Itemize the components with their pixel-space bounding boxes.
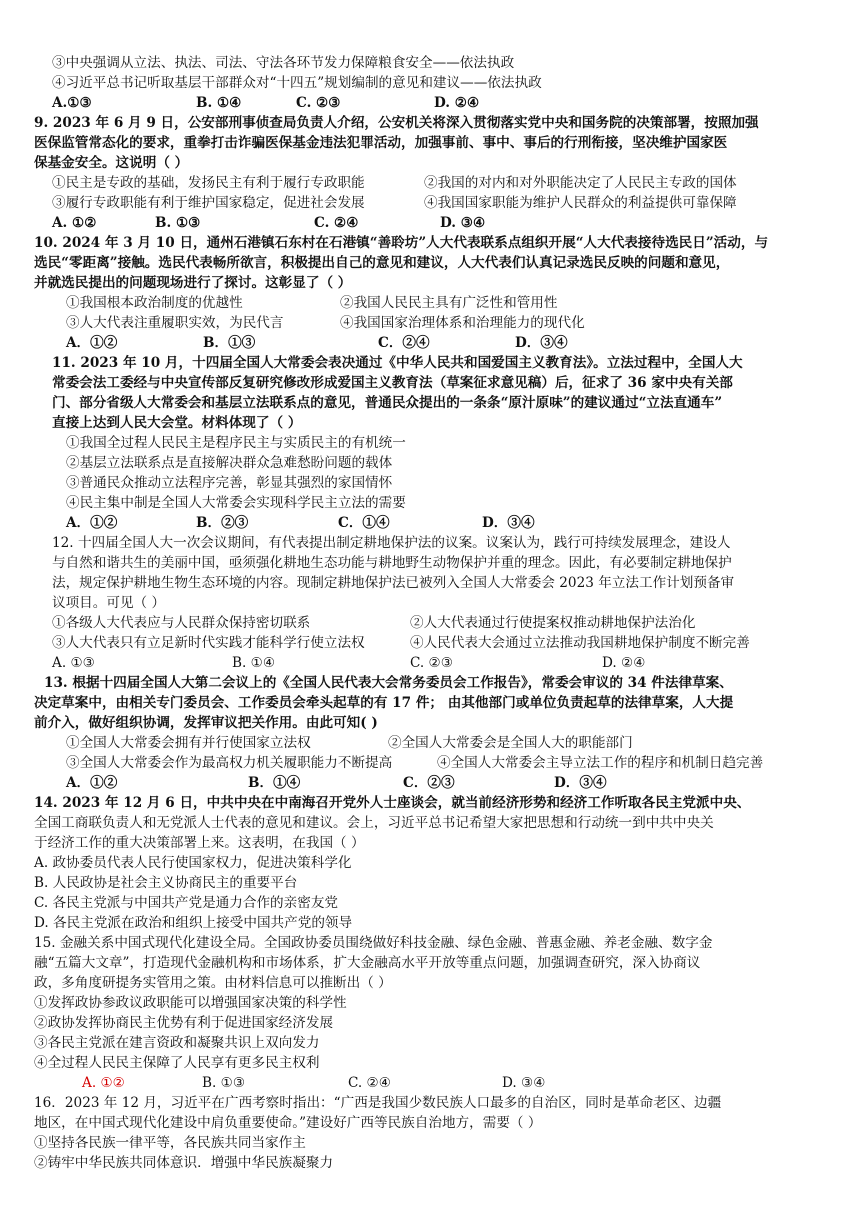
q12-item-2: ②人大代表通过行使提案权推动耕地保护法治化 <box>410 615 696 631</box>
q15-item-4: ④全过程人民民主保障了人民享有更多民主权利 <box>34 1055 320 1071</box>
q9-option-a: A. ①② <box>52 215 97 231</box>
q11-stem-line-3: 门、部分省级人大常委会和基层立法联系点的意见，普通民众提出的一条条“原汁原味”的建议通过“立法直通车” <box>52 395 723 411</box>
q11-option-d: D．③④ <box>482 515 535 531</box>
q13-item-3: ③全国人大常委会作为最高权力机关履职能力不断提高 <box>66 755 393 771</box>
q12-stem-line-2: 与自然和谐共生的美丽中国，亟须强化耕地生态功能与耕地野生动物保护并重的理念。因此，有必要制定耕地保护 <box>52 555 732 571</box>
q13-option-c: C．②③ <box>403 775 455 791</box>
q9-option-d: D. ③④ <box>440 215 486 231</box>
q11-stem-line-2: 常委会法工委经与中央宣传部反复研究修改形成爱国主义教育法（草案征求意见稿）后，征求了 36 家中央有关部 <box>52 375 733 391</box>
q11-item-1: ①我国全过程人民民主是程序民主与实质民主的有机统一 <box>66 435 406 451</box>
q14-option-c: C. 各民主党派与中国共产党是通力合作的亲密友党 <box>34 895 339 911</box>
q13-stem-line-3: 前介入，做好组织协调，发挥审议把关作用。由此可知( ) <box>34 715 378 731</box>
q11-stem-line-4: 直接上达到人民大会堂。材料体现了（ ） <box>52 415 302 431</box>
q14-option-d: D. 各民主党派在政治和组织上接受中国共产党的领导 <box>34 915 353 931</box>
q11-stem-line-1: 11. 2023 年 10 月，十四届全国人大常委会表决通过《中华人民共和国爱国主义教育法》。立法过程中，全国人大 <box>52 355 743 371</box>
q12-item-4: ④人民代表大会通过立法推动我国耕地保护制度不断完善 <box>410 635 750 651</box>
q10-stem-line-2: 选民“零距离”接触。选民代表畅所欲言，积极提出自己的意见和建议，人大代表们认真记录选民反映的问题和意见， <box>34 255 730 271</box>
q8-item-4: ④习近平总书记听取基层干部群众对“十四五”规划编制的意见和建议——依法执政 <box>52 75 542 91</box>
q8-option-b: B. ①④ <box>196 95 242 111</box>
q9-option-c: C. ②④ <box>314 215 359 231</box>
q12-stem-line-3: 法，规定保护耕地生物生态环境的内容。现制定耕地保护法已被列入全国人大常委会 2023 年立法工作计划预备审 <box>52 575 735 591</box>
q15-item-3: ③各民主党派在建言资政和凝聚共识上双向发力 <box>34 1035 320 1051</box>
q10-item-2: ②我国人民民主具有广泛性和管用性 <box>340 295 558 311</box>
q15-option-a: A. ①② <box>82 1075 125 1091</box>
q10-item-4: ④我国国家治理体系和治理能力的现代化 <box>340 315 585 331</box>
q15-option-d: D. ③④ <box>502 1075 546 1091</box>
q15-option-b: B. ①③ <box>202 1075 246 1091</box>
q11-item-4: ④民主集中制是全国人大常委会实现科学民主立法的需要 <box>66 495 406 511</box>
q13-item-1: ①全国人大常委会拥有并行使国家立法权 <box>66 735 311 751</box>
q13-option-b: B．①④ <box>248 775 301 791</box>
q15-stem-line-2: 融“五篇大文章”，打造现代金融机构和市场体系，扩大金融高水平开放等重点问题，加强调查研究，深入协商议 <box>34 955 701 971</box>
q11-option-c: C．①④ <box>338 515 390 531</box>
q15-stem-line-1: 15. 金融关系中国式现代化建设全局。全国政协委员围绕做好科技金融、绿色金融、普惠金融、养老金融、数字金 <box>34 935 713 951</box>
q11-option-a: A．①② <box>66 515 118 531</box>
q13-stem-line-1: 13. 根据十四届全国人大第二会议上的《全国人民代表大会常务委员会工作报告》，常委会审议的 34 件法律草案、 <box>44 675 733 691</box>
q9-item-2: ②我国的对内和对外职能决定了人民民主专政的国体 <box>424 175 737 191</box>
q8-option-d: D. ②④ <box>434 95 480 111</box>
q14-option-b: B. 人民政协是社会主义协商民主的重要平台 <box>34 875 298 891</box>
q10-item-1: ①我国根本政治制度的优越性 <box>66 295 243 311</box>
q11-option-b: B．②③ <box>196 515 249 531</box>
q16-item-2: ②铸牢中华民族共同体意识．增强中华民族凝聚力 <box>34 1155 334 1171</box>
q9-item-3: ③履行专政职能有利于维护国家稳定，促进社会发展 <box>52 195 365 211</box>
q10-option-c: C．②④ <box>378 335 430 351</box>
q10-option-d: D．③④ <box>515 335 568 351</box>
q16-stem-line-2: 地区，在中国式现代化建设中肩负重要使命。”建设好广西等民族自治地方，需要（ ） <box>34 1115 542 1131</box>
q12-item-1: ①各级人大代表应与人民群众保持密切联系 <box>52 615 311 631</box>
q12-item-3: ③人大代表只有立足新时代实践才能科学行使立法权 <box>52 635 365 651</box>
q9-stem-line-2: 医保监管常态化的要求，重拳打击诈骗医保基金违法犯罪活动，加强事前、事中、事后的行刑衔接，坚决维护国家医 <box>34 135 728 151</box>
q13-option-a: A．①② <box>66 775 118 791</box>
q12-stem-line-4: 议项目。可见（ ） <box>52 595 166 611</box>
q13-item-2: ②全国人大常委会是全国人大的职能部门 <box>388 735 633 751</box>
q13-item-4: ④全国人大常委会主导立法工作的程序和机制日趋完善 <box>437 755 764 771</box>
q13-option-d: D．③④ <box>554 775 607 791</box>
q14-stem-line-3: 于经济工作的重大决策部署上来。这表明，在我国（ ） <box>34 835 365 851</box>
q9-stem-line-3: 保基金安全。这说明（ ） <box>34 155 189 171</box>
q12-option-c: C. ②③ <box>410 655 453 671</box>
q14-stem-line-2: 全国工商联负责人和无党派人士代表的意见和建议。会上，习近平总书记希望大家把思想和行动统一到中共中央关 <box>34 815 714 831</box>
q9-item-1: ①民主是专政的基础，发扬民主有利于履行专政职能 <box>52 175 365 191</box>
q9-item-4: ④我国国家职能为维护人民群众的利益提供可靠保障 <box>424 195 737 211</box>
q12-stem-line-1: 12. 十四届全国人大一次会议期间，有代表提出制定耕地保护法的议案。议案认为，践行可持续发展理念，建设人 <box>52 535 731 551</box>
q11-item-2: ②基层立法联系点是直接解决群众急难愁盼问题的载体 <box>66 455 393 471</box>
q8-item-3: ③中央强调从立法、执法、司法、守法各环节发力保障粮食安全——依法执政 <box>52 55 515 71</box>
q15-stem-line-3: 政，多角度研提务实管用之策。由材料信息可以推断出（ ） <box>34 975 392 991</box>
q9-option-b: B. ①③ <box>155 215 201 231</box>
q8-option-c: C. ②③ <box>296 95 341 111</box>
q10-item-3: ③人大代表注重履职实效，为民代言 <box>66 315 284 331</box>
q14-option-a: A. 政协委员代表人民行使国家权力，促进决策科学化 <box>34 855 352 871</box>
q9-stem-line-1: 9. 2023 年 6 月 9 日，公安部刑事侦查局负责人介绍，公安机关将深入贯彻落实党中央和国务院的决策部署，按照加强 <box>34 115 759 131</box>
q15-option-c: C. ②④ <box>348 1075 391 1091</box>
q12-option-d: D. ②④ <box>602 655 646 671</box>
q12-option-a: A. ①③ <box>52 655 95 671</box>
q16-item-1: ①坚持各民族一律平等，各民族共同当家作主 <box>34 1135 306 1151</box>
q14-stem-line-1: 14. 2023 年 12 月 6 日，中共中央在中南海召开党外人士座谈会，就当前经济形势和经济工作听取各民主党派中央、 <box>34 795 751 811</box>
q10-stem-line-1: 10. 2024 年 3 月 10 日，通州石港镇石东村在石港镇“善聆坊”人大代表联系点组织开展“人大代表接待选民日”活动，与 <box>34 235 769 251</box>
q15-item-1: ①发挥政协参政议政职能可以增强国家决策的科学性 <box>34 995 347 1011</box>
q10-stem-line-3: 并就选民提出的问题现场进行了探讨。这彰显了（ ） <box>34 275 352 291</box>
q10-option-a: A．①② <box>66 335 118 351</box>
q16-stem-line-1: 16．2023 年 12 月，习近平在广西考察时指出：“广西是我国少数民族人口最多的自治区，同时是革命老区、边疆 <box>34 1095 722 1111</box>
q10-option-b: B．①③ <box>203 335 256 351</box>
q11-item-3: ③普通民众推动立法程序完善，彰显其强烈的家国情怀 <box>66 475 393 491</box>
q13-stem-line-2: 决定草案中，由相关专门委员会、工作委员会牵头起草的有 17 件； 由其他部门或单位负责起草的法律草案，人大提 <box>34 695 734 711</box>
q8-option-a: A.①③ <box>52 95 92 111</box>
q12-option-b: B. ①④ <box>232 655 276 671</box>
q15-item-2: ②政协发挥协商民主优势有利于促进国家经济发展 <box>34 1015 334 1031</box>
